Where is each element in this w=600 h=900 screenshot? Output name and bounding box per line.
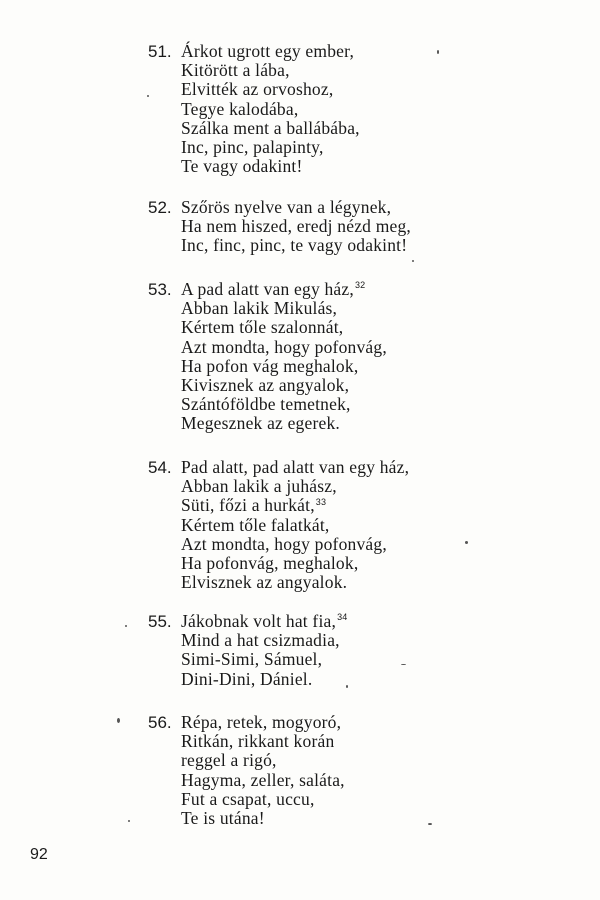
poem-line: Kivisznek az angyalok, <box>181 375 350 396</box>
poem-line: Te is utána! <box>181 808 265 829</box>
poem-line: Ha pofon vág meghalok, <box>181 355 359 376</box>
poem-line: Hagyma, zeller, saláta, <box>181 769 345 790</box>
poem-line: Mind a hat csizmadia, <box>181 630 340 651</box>
scan-speck <box>428 823 432 825</box>
poem-lines <box>181 458 409 592</box>
poem-line: Abban lakik Mikulás, <box>181 298 338 319</box>
poem-line: Fut a csapat, uccu, <box>181 788 315 809</box>
scan-speck <box>346 685 348 688</box>
poem-line: Tegye kalodába, <box>181 98 299 119</box>
poem-line: Ha pofonvág, meghalok, <box>181 553 359 574</box>
poem-line: Te vagy odakint! <box>181 156 303 177</box>
poem-line: Inc, pinc, palapinty, <box>181 137 324 158</box>
poem-line-with-footnote <box>181 612 347 631</box>
scan-speck <box>412 260 414 262</box>
poem-number: 53. <box>148 280 172 299</box>
poem-line: Simi-Simi, Sámuel, <box>181 649 323 670</box>
poem-line: Kértem tőle szalonnát, <box>181 317 344 338</box>
poem-line: Elvitték az orvoshoz, <box>181 79 334 100</box>
poem-line: Ha nem hiszed, eredj nézd meg, <box>181 216 412 237</box>
poem-line: Inc, finc, pinc, te vagy odakint! <box>181 235 408 256</box>
footnote-marker: 34 <box>337 612 348 623</box>
poem-number: 51. <box>148 42 172 61</box>
poem-line: Azt mondta, hogy pofonvág, <box>181 336 387 357</box>
poem-lines <box>181 713 345 828</box>
scan-speck <box>125 625 127 627</box>
poem-line: Szántóföldbe temetnek, <box>181 394 351 415</box>
poem-line: Szálka ment a ballábába, <box>181 117 360 138</box>
scan-speck <box>117 718 120 723</box>
scan-speck <box>437 50 439 54</box>
poem-line: Dini-Dini, Dániel. <box>181 668 313 689</box>
poem-line-text: Jákobnak volt hat fia, <box>181 611 337 631</box>
poem-line: reggel a rigó, <box>181 750 277 771</box>
scan-speck <box>128 820 130 822</box>
poem-lines <box>181 198 411 256</box>
poem-line-text: Süti, főzi a hurkát, <box>181 495 315 516</box>
poem-line: Kitörött a lába, <box>181 60 290 81</box>
poem-line: Ritkán, rikkant korán <box>181 731 335 752</box>
poem-number: 56. <box>148 713 172 732</box>
poem-lines <box>181 42 360 176</box>
poem-line: Megesznek az egerek. <box>181 413 340 434</box>
poem-number: 52. <box>148 198 172 217</box>
poem-line: Pad alatt, pad alatt van egy ház, <box>181 457 410 477</box>
poem-number: 54. <box>148 458 172 477</box>
scan-speck <box>401 664 406 665</box>
poem-line: Elvisznek az angyalok. <box>181 572 348 593</box>
poem-line-with-footnote <box>181 496 409 515</box>
poem-line: Azt mondta, hogy pofonvág, <box>181 533 387 554</box>
poem-lines <box>181 280 387 434</box>
footnote-marker: 33 <box>315 496 327 507</box>
page-number: 92 <box>30 846 48 863</box>
poem-line: Répa, retek, mogyoró, <box>181 712 342 732</box>
poem-lines <box>181 612 347 689</box>
poem-line: Abban lakik a juhász, <box>181 476 337 497</box>
poem-line-text: A pad alatt van egy ház, <box>181 279 354 299</box>
poem-line-with-footnote <box>181 280 387 299</box>
poem-line: Szőrös nyelve van a légynek, <box>181 197 392 217</box>
poem-line: Árkot ugrott egy ember, <box>181 41 355 61</box>
poem-number: 55. <box>148 612 172 631</box>
footnote-marker: 32 <box>354 280 366 291</box>
scan-speck <box>147 95 149 97</box>
scan-speck <box>465 541 468 544</box>
poem-line: Kértem tőle falatkát, <box>181 514 330 535</box>
